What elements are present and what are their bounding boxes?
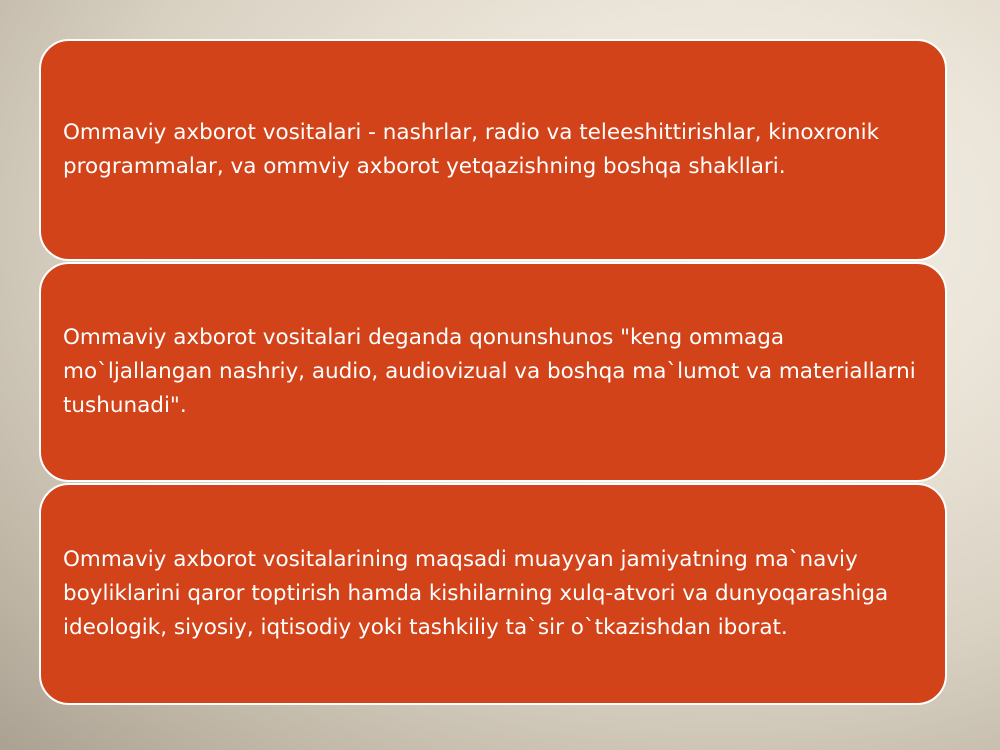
text-block-legal-meaning-text: Ommaviy axborot vositalari deganda qonunshunos "keng ommaga mo`ljallangan nashriy, audio, audiovizual va boshqa ma`lumot va materiallarni tushunadi".	[63, 325, 916, 418]
text-block-legal-meaning	[39, 262, 947, 482]
text-block-purpose-text: Ommaviy axborot vositalarining maqsadi muayyan jamiyatning ma`naviy boyliklarini qaror toptirish hamda kishilarning xulq-atvori va dunyoqarashiga ideologik, siyosiy, iqtisodiy yoki tashkiliy ta`sir o`tkazishdan iborat.	[63, 547, 889, 640]
text-block-definition	[39, 39, 947, 261]
text-block-purpose	[39, 483, 947, 705]
text-block-definition-text: Ommaviy axborot vositalari - nashrlar, radio va teleeshittirishlar, kinoxronik programmalar, va ommviy axborot yetqazishning boshqa shakllari.	[63, 120, 880, 179]
